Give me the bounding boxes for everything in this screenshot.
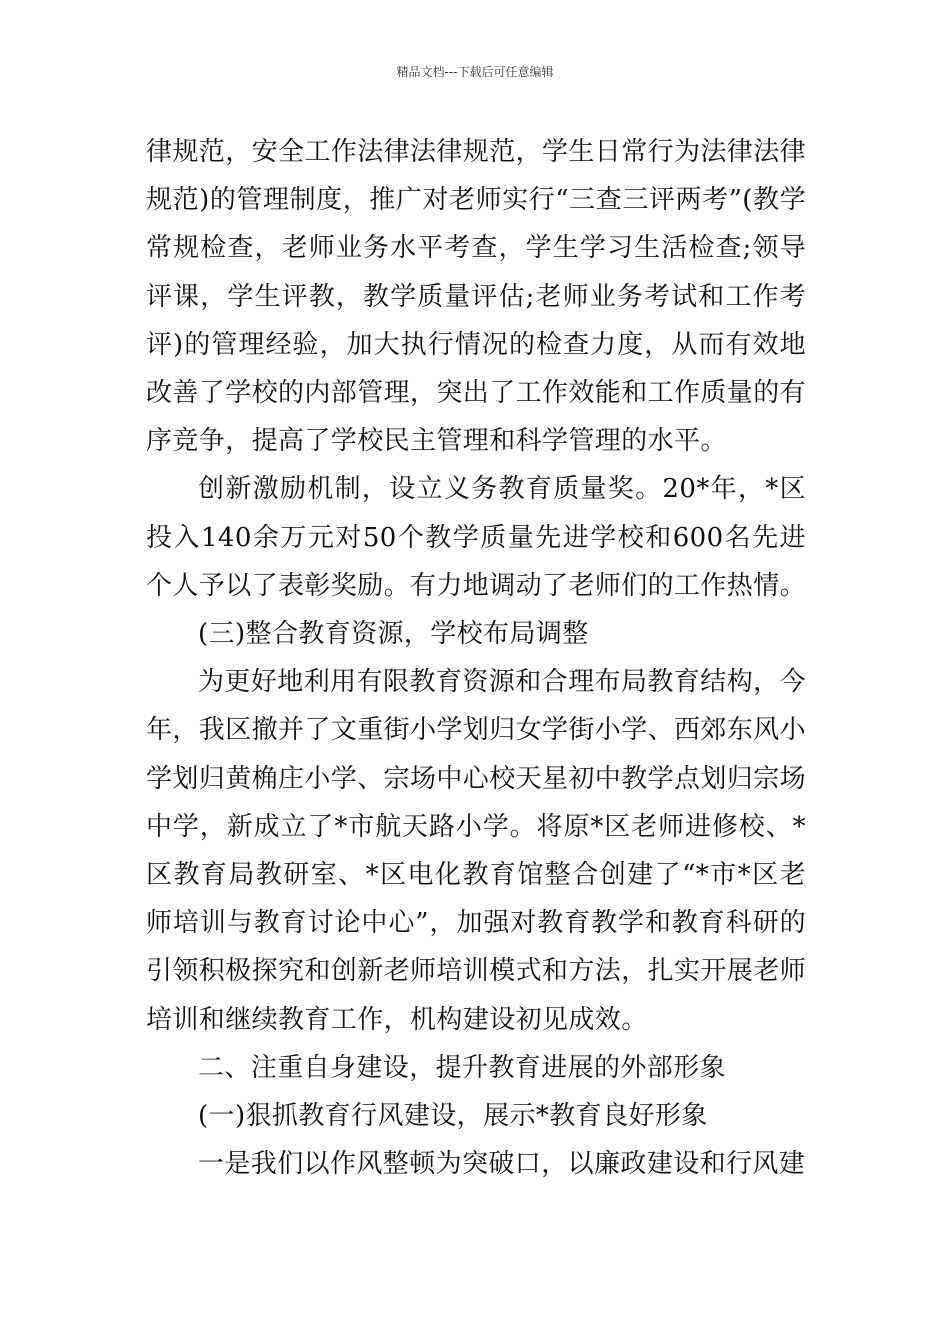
paragraph-conduct: 一是我们以作风整顿为突破口，以廉政建设和行风建 [198, 1149, 806, 1180]
page-header: 精品文档---下载后可任意编辑 [396, 65, 554, 79]
paragraph-resources: 为更好地利用有限教育资源和合理布局教育结构，今年，我区撤并了文重街小学划归女学街小学、西郊东风小学划归黄桷庄小学、宗场中心校天星初中教学点划归宗场中学，新成立了*市航天路小学。将原*区老师进修校、*区教育局教研室、*区电化教育馆整合创建了“*市*区老师培训与教育讨论中心”，加强对教育教学和教育科研的引领积极探究和创新老师培训模式和方法，扎实开展老师培训和继续教育工作，机构建设初见成效。 [146, 667, 807, 1035]
subsection-heading-conduct: (一)狠抓教育行风建设，展示*教育良好形象 [198, 1101, 708, 1132]
section-heading-self-building: 二、注重自身建设，提升教育进展的外部形象 [198, 1052, 727, 1083]
section-heading-resources: (三)整合教育资源，学校布局调整 [198, 619, 589, 650]
document-body [146, 128, 806, 1188]
paragraph-continued: 律规范，安全工作法律法律规范，学生日常行为法律法律规范)的管理制度，推广对老师实行“三查三评两考”(教学常规检查，老师业务水平考查，学生学习生活检查;领导评课，学生评教，教学质量评估;老师业务考试和工作考评)的管理经验，加大执行情况的检查力度，从而有效地改善了学校的内部管理，突出了工作效能和工作质量的有序竞争，提高了学校民主管理和科学管理的水平。 [146, 137, 807, 457]
paragraph-incentive: 创新激励机制，设立义务教育质量奖。20*年，*区投入140余万元对50个教学质量先进学校和600名先进个人予以了表彰奖励。有力地调动了老师们的工作热情。 [146, 474, 807, 601]
